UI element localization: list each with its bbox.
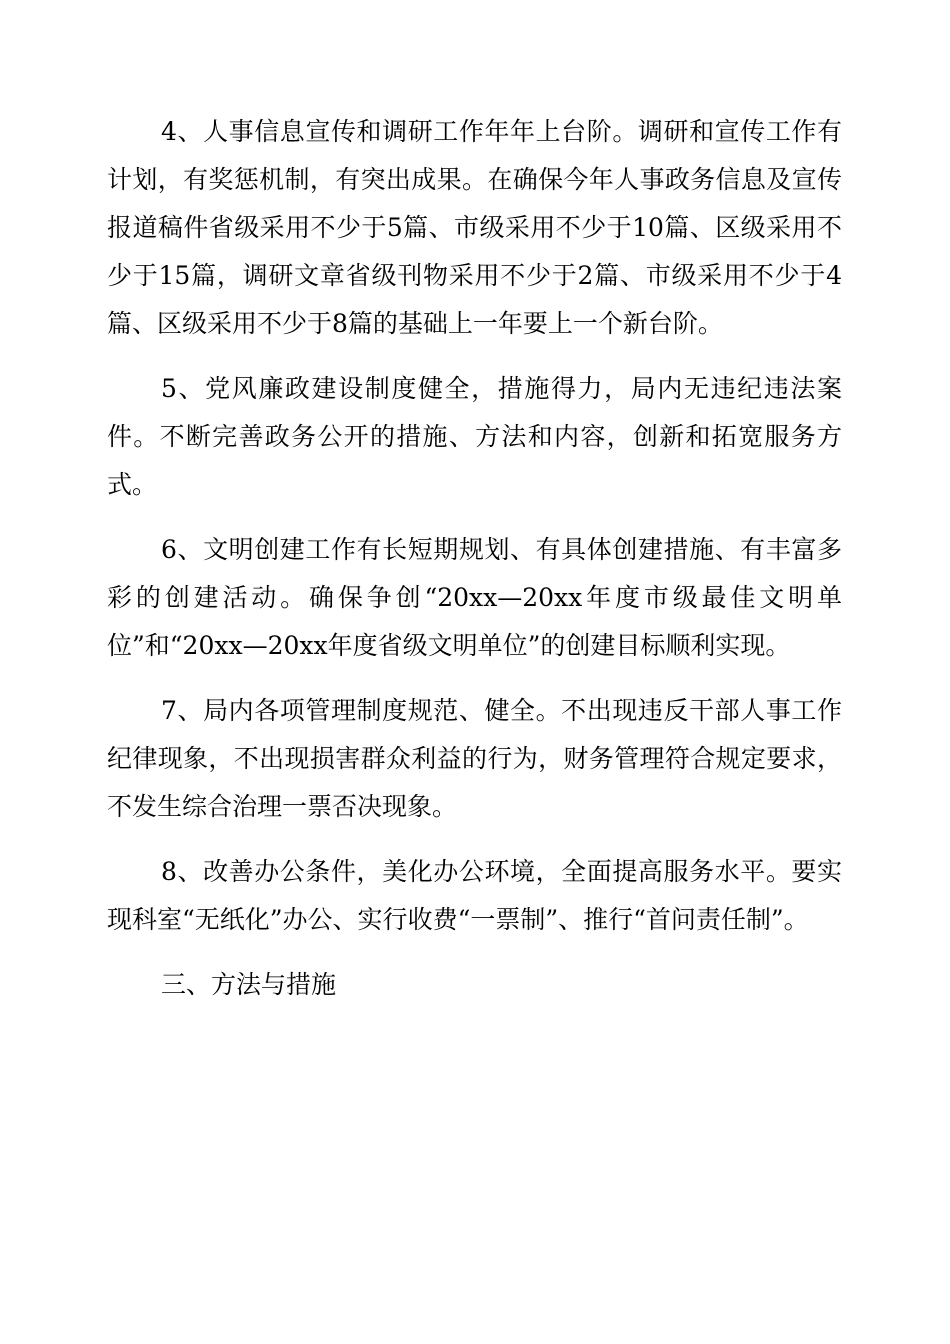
paragraph-item-4: 4、人事信息宣传和调研工作年年上台阶。调研和宣传工作有计划，有奖惩机制，有突出成果。在确保今年人事政务信息及宣传报道稿件省级采用不少于5篇、市级采用不少于10篇、区级采用不少于15篇，调研文章省级刊物采用不少于2篇、市级采用不少于4篇、区级采用不少于8篇的基础上一年要上一个新台阶。	[107, 117, 842, 338]
paragraph-item-6: 6、文明创建工作有长短期规划、有具体创建措施、有丰富多彩的创建活动。确保争创“20xx—20xx年度市级最佳文明单位”和“20xx—20xx年度省级文明单位”的创建目标顺利实现。	[107, 535, 842, 660]
paragraph-item-8: 8、改善办公条件，美化办公环境，全面提高服务水平。要实现科室“无纸化”办公、实行收费“一票制”、推行“首问责任制”。	[107, 857, 842, 934]
document-body	[107, 108, 842, 1009]
paragraph-item-7: 7、局内各项管理制度规范、健全。不出现违反干部人事工作纪律现象，不出现损害群众利益的行为，财务管理符合规定要求，不发生综合治理一票否决现象。	[107, 696, 842, 821]
section-heading: 三、方法与措施	[161, 970, 337, 999]
paragraph-item-5: 5、党风廉政建设制度健全，措施得力，局内无违纪违法案件。不断完善政务公开的措施、方法和内容，创新和拓宽服务方式。	[107, 374, 842, 499]
